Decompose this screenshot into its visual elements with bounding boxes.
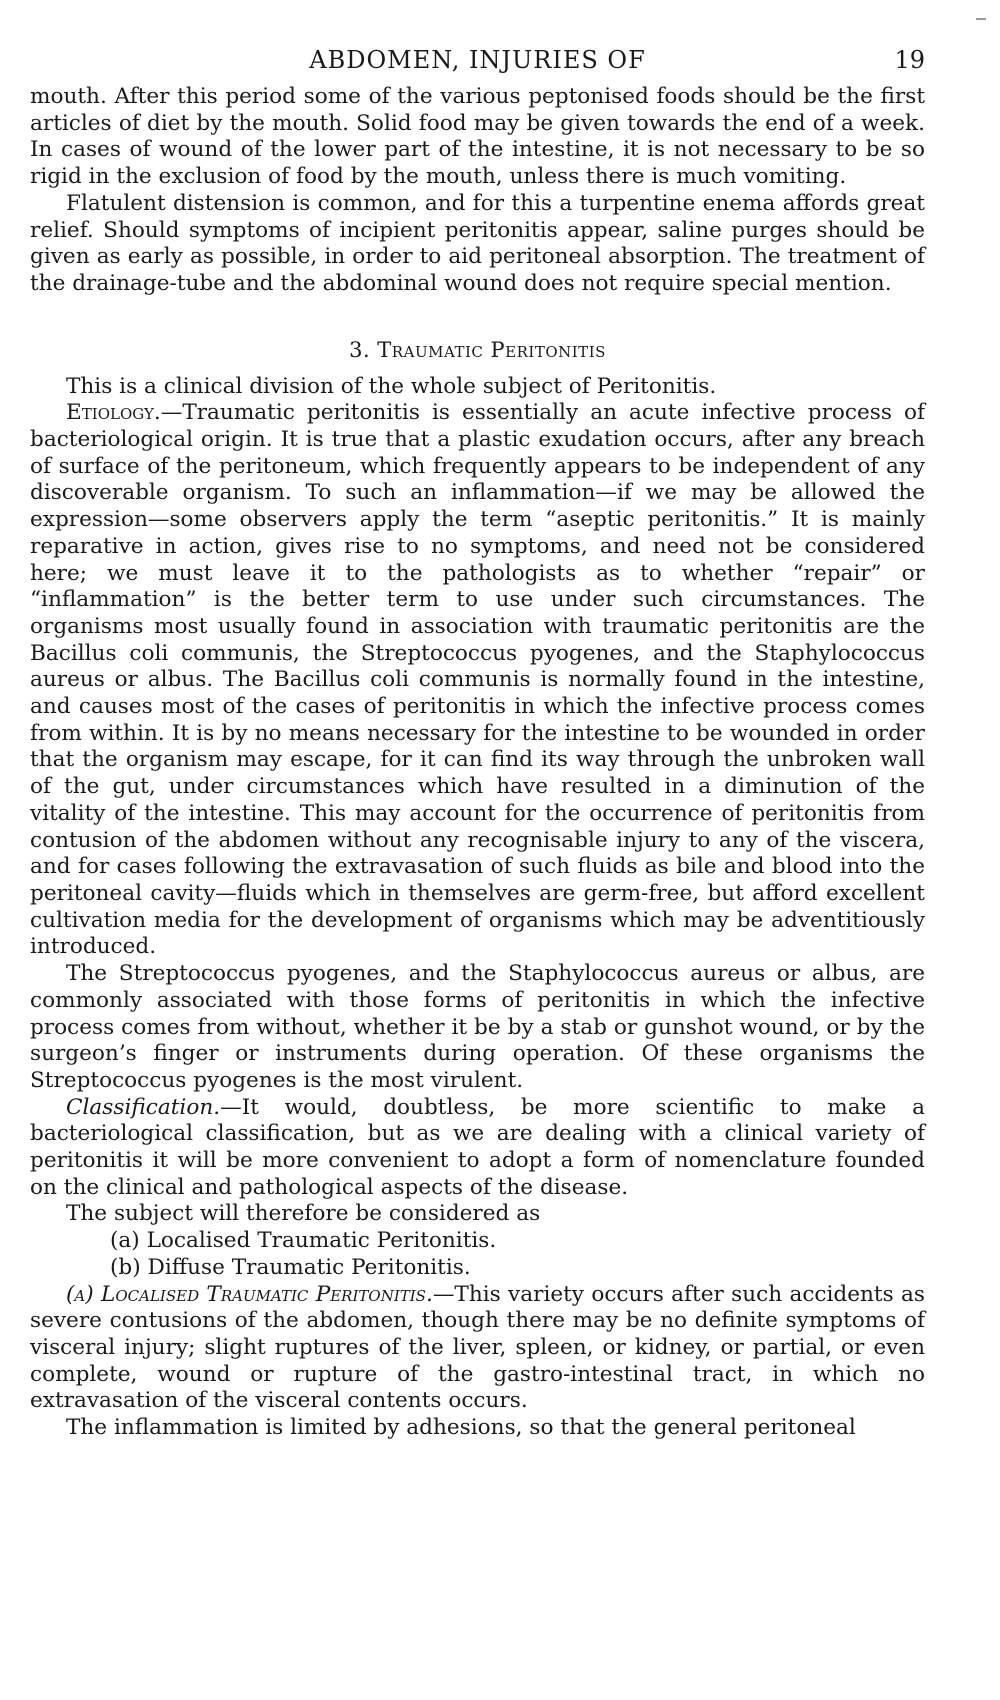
list-item: (a) Localised Traumatic Peritonitis. [110, 1228, 497, 1254]
paragraph-etiology [30, 400, 925, 961]
paragraph-inflammation: The inflammation is limited by adhesions, so that the general peritoneal [66, 1415, 856, 1441]
paragraph-clinical-division: This is a clinical division of the whole subject of Peritonitis. [66, 373, 717, 399]
paragraph-classification [30, 1095, 925, 1202]
classification-lead: Classification. [66, 1094, 221, 1120]
running-title: ABDOMEN, INJURIES OF [309, 46, 646, 74]
scan-mark [976, 18, 986, 20]
paragraph-streptococcus: The Streptococcus pyogenes, and the Staphylococcus aureus or albus, are commonly associated with those forms of peritonitis in which the infective process comes from without, whether it be by a stab or gunshot wound, or by the surgeon’s finger or instruments during operation. Of these organisms the Streptococcus pyogenes is the most virulent. [30, 961, 925, 1093]
etiology-text: —Traumatic peritonitis is essentially an acute infective process of bacteriological origin. It is true that a plastic exudation occurs, after any breach of surface of the peritoneum, which frequently appears to be independent of any discoverable organism. To such an inflammation—if we may be allowed the expression—some observers apply the term “aseptic peritonitis.” It is mainly reparative in action, gives rise to no symptoms, and need not be considered here; we must leave it to the pathologists as to whether “repair” or “inflammation” is the better term to use under such circumstances. The organisms most usually found in association with traumatic peritonitis are the Bacillus coli communis, the Streptococcus pyogenes, and the Staphylococcus aureus or albus. The Bacillus coli communis is normally found in the intestine, and causes most of the cases of peritonitis in which the infective process comes from within. It is by no means necessary for the intestine to be wounded in order that the organism may escape, for it can find its way through the unbroken wall of the gut, under circumstances which have resulted in a diminution of the vitality of the intestine. This may account for the occurrence of peritonitis from contusion of the abdomen without any recognisable injury to any of the viscera, and for cases following the extravasation of such fluids as bile and blood into the peritoneal cavity—fluids which in themselves are germ-free, but afford excellent cultivation media for the development of organisms which may be adventitiously introduced. [30, 400, 925, 960]
list-item: (b) Diffuse Traumatic Peritonitis. [110, 1254, 471, 1280]
running-head [30, 44, 925, 84]
etiology-lead: Etiology. [66, 400, 161, 426]
page-number: 19 [894, 46, 925, 74]
paragraph-continued: mouth. After this period some of the various peptonised foods should be the first articles of diet by the mouth. Solid food may be given towards the end of a week. In cases of wound of the lower part of the intestine, it is not necessary to be so rigid in the exclusion of food by the mouth, unless there is much vomiting. [30, 84, 925, 190]
classification-text: —It would, doubtless, be more scientific to make a bacteriological classification, but as we are dealing with a clinical variety of peritonitis it will be more convenient to adopt a form of nomenclature founded on the clinical and pathological aspects of the disease. [30, 1094, 925, 1200]
section-heading: 3. Traumatic Peritonitis [349, 337, 606, 362]
localised-lead: (a) Localised Traumatic Peritonitis. [66, 1281, 433, 1307]
paragraph-subject: The subject will therefore be considered as [66, 1201, 541, 1227]
localised-text: —This variety occurs after such accidents as severe contusions of the abdomen, though there may be no definite symptoms of visceral injury; slight ruptures of the liver, spleen, or kidney, or partial, or even complete, wound or rupture of the gastro-intestinal tract, in which no extravasation of the visceral contents occurs. [30, 1281, 925, 1414]
paragraph-localised [30, 1282, 925, 1416]
book-page [30, 44, 925, 1442]
paragraph-flatulent-distension: Flatulent distension is common, and for this a turpentine enema affords great relief. Should symptoms of incipient peritonitis appear, saline purges should be given as early as possible, in order to aid peritoneal absorption. The treatment of the drainage-tube and the abdominal wound does not require special mention. [30, 190, 925, 296]
